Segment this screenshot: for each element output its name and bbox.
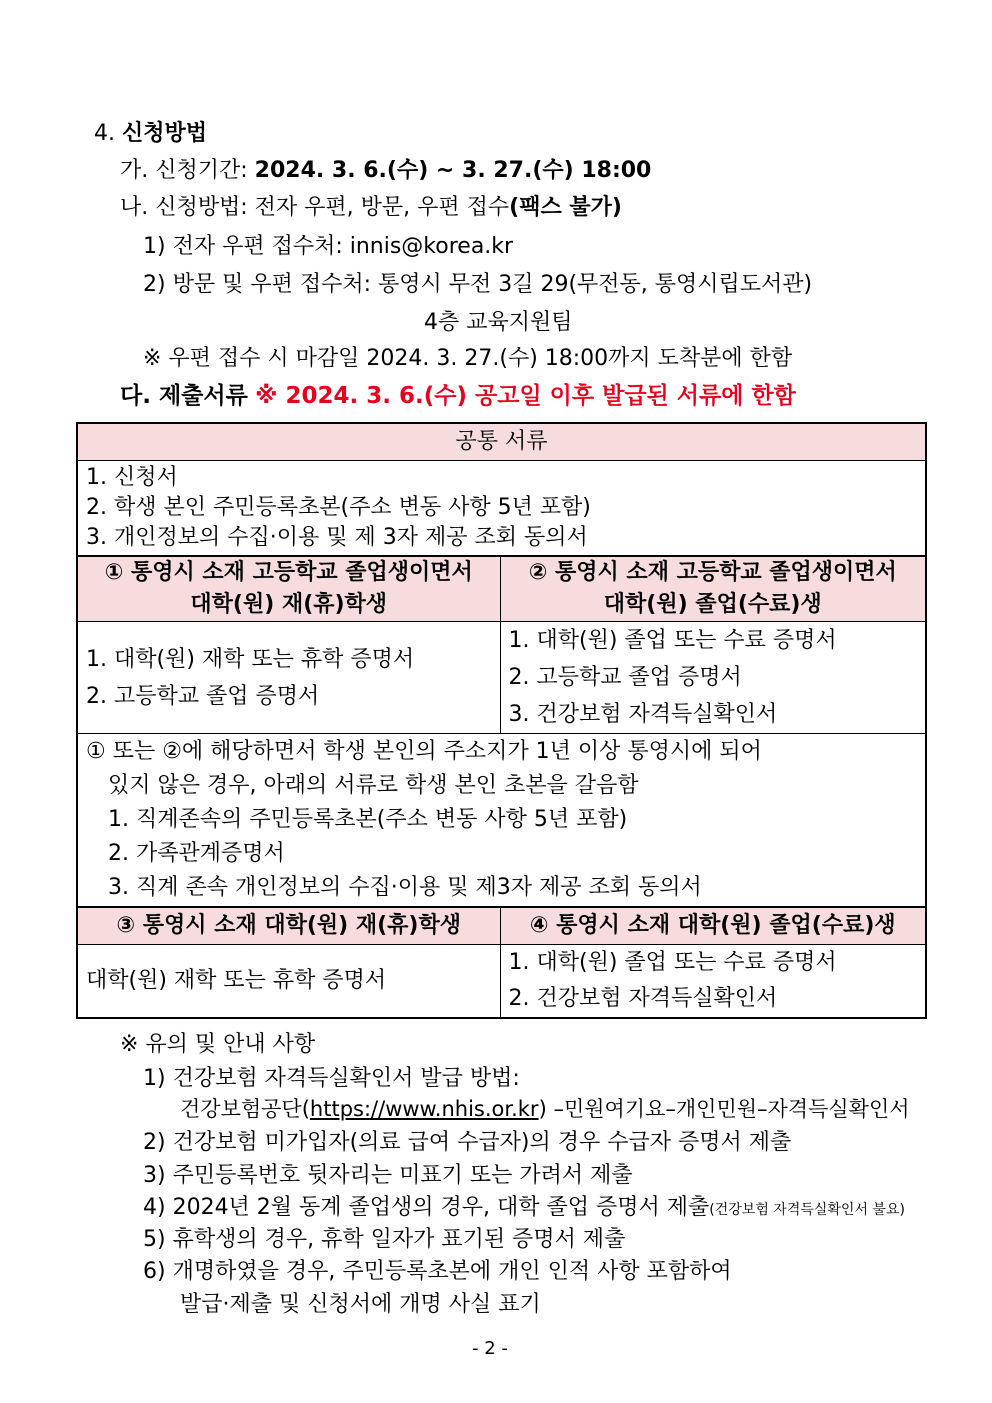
note-1-detail-suffix: ) –민원여기요–개인민원–자격득실확인서 (538, 1097, 910, 1121)
table-row (77, 622, 926, 734)
section-number: 4. (94, 121, 115, 146)
list-item: 1. 대학(원) 재학 또는 휴학 증명서 (86, 646, 415, 672)
documents-heading (120, 377, 796, 410)
documents-table (76, 422, 927, 1019)
note-5: 5) 휴학생의 경우, 휴학 일자가 표기된 증명서 제출 (143, 1227, 626, 1252)
list-item: 1. 대학(원) 졸업 또는 수료 증명서 (508, 950, 837, 975)
list-item: 2. 가족관계증명서 (108, 841, 285, 866)
note-6: 6) 개명하였을 경우, 주민등록초본에 개인 인적 사항 포함하여 (143, 1259, 732, 1284)
note-4-small: (건강보험 자격득실확인서 불요) (709, 1202, 905, 1218)
table-row (77, 945, 926, 1019)
note-4 (143, 1190, 905, 1221)
alt-intro: 있지 않은 경우, 아래의 서류로 학생 본인 초본을 갈음함 (108, 773, 639, 798)
list-item: 2. 건강보험 자격득실확인서 (508, 986, 778, 1011)
postal-note: ※ 우편 접수 시 마감일 2024. 3. 27.(수) 18:00까지 도착분에 한함 (143, 346, 793, 371)
list-item: 1. 신청서 (86, 465, 178, 490)
table-row (77, 423, 926, 461)
alternative-documents (77, 734, 926, 908)
note-1: 1) 건강보험 자격득실확인서 발급 방법: (143, 1066, 520, 1091)
period-label: 가. 신청기간: (120, 158, 248, 183)
list-item: 3. 건강보험 자격득실확인서 (508, 702, 778, 727)
email-line: 1) 전자 우편 접수처: innis@korea.kr (143, 234, 514, 259)
application-method (120, 190, 622, 221)
category-4-header: ④ 통영시 소재 대학(원) 졸업(수료)생 (500, 907, 926, 945)
table-row (77, 461, 926, 557)
category-2-header (500, 556, 926, 622)
category-2-header-line: 대학(원) 졸업(수료)생 (603, 592, 822, 617)
table-row (77, 907, 926, 945)
list-item: 3. 직계 존속 개인정보의 수집·이용 및 제3자 제공 조회 동의서 (108, 875, 702, 900)
note-6-line-2: 발급·제출 및 신청서에 개명 사실 표기 (180, 1292, 541, 1317)
method-label: 나. 신청방법: 전자 우편, 방문, 우편 접수 (120, 195, 510, 220)
common-items (77, 461, 926, 557)
visit-line-2: 4층 교육지원팀 (424, 310, 573, 335)
category-1-items (77, 622, 500, 734)
notes-title: ※ 유의 및 안내 사항 (120, 1032, 316, 1057)
list-item: 대학(원) 재학 또는 휴학 증명서 (86, 968, 387, 993)
category-3-header: ③ 통영시 소재 대학(원) 재(휴)학생 (77, 907, 500, 945)
category-4-items (500, 945, 926, 1019)
list-item: 3. 개인정보의 수집·이용 및 제 3자 제공 조회 동의서 (86, 525, 588, 550)
note-3: 3) 주민등록번호 뒷자리는 미표기 또는 가려서 제출 (143, 1163, 633, 1188)
period-value: 2024. 3. 6.(수) ~ 3. 27.(수) 18:00 (254, 158, 652, 183)
category-2-items (500, 622, 926, 734)
list-item: 1. 직계존속의 주민등록초본(주소 변동 사항 5년 포함) (108, 807, 628, 832)
list-item: 2. 고등학교 졸업 증명서 (86, 683, 320, 709)
documents-label: 다. 제출서류 (120, 383, 248, 409)
section-heading (94, 116, 207, 147)
category-3-items (77, 945, 500, 1019)
nhis-link[interactable]: https://www.nhis.or.kr (309, 1097, 539, 1121)
category-1-header (77, 556, 500, 622)
note-1-detail (180, 1093, 910, 1123)
page-number: - 2 - (472, 1338, 508, 1359)
list-item: 2. 고등학교 졸업 증명서 (508, 665, 742, 690)
visit-line: 2) 방문 및 우편 접수처: 통영시 무전 3길 29(무전동, 통영시립도서관) (143, 272, 813, 297)
documents-note: ※ 2024. 3. 6.(수) 공고일 이후 발급된 서류에 한함 (255, 383, 796, 409)
alt-intro: ① 또는 ②에 해당하면서 학생 본인의 주소지가 1년 이상 통영시에 되어 (86, 739, 762, 764)
method-note: (팩스 불가) (509, 195, 622, 220)
list-item: 2. 학생 본인 주민등록초본(주소 변동 사항 5년 포함) (86, 495, 591, 520)
category-2-header-line: ② 통영시 소재 고등학교 졸업생이면서 (528, 560, 897, 585)
category-1-header-line: ① 통영시 소재 고등학교 졸업생이면서 (104, 560, 473, 585)
note-2: 2) 건강보험 미가입자(의료 급여 수급자)의 경우 수급자 증명서 제출 (143, 1130, 792, 1155)
table-row (77, 556, 926, 622)
note-4-main: 4) 2024년 2월 동계 졸업생의 경우, 대학 졸업 증명서 제출 (143, 1195, 710, 1220)
common-header: 공통 서류 (77, 423, 926, 461)
note-1-detail-prefix: 건강보험공단( (180, 1097, 310, 1121)
section-title: 신청방법 (122, 121, 208, 146)
category-1-header-line: 대학(원) 재(휴)학생 (190, 592, 388, 617)
table-row (77, 734, 926, 908)
list-item: 1. 대학(원) 졸업 또는 수료 증명서 (508, 628, 837, 653)
application-period (120, 153, 651, 184)
